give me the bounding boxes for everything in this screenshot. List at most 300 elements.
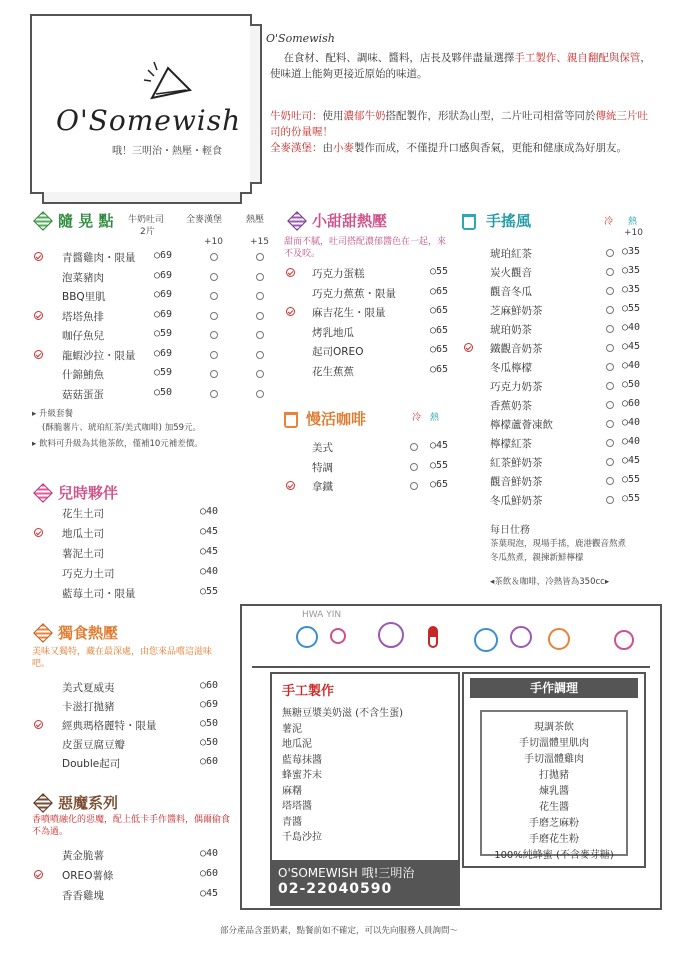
menu-item-name: 烤乳地瓜 (312, 326, 354, 339)
menu-price (154, 387, 172, 398)
menu-price (430, 364, 448, 375)
handmade-title: 手工製作 (282, 684, 335, 699)
suibian-note-2: (酥脆薯片、琥珀紅茶/美式咖啡) 加59元。 (42, 423, 202, 433)
menu-price-value: 40 (206, 848, 219, 859)
menu-price (622, 436, 640, 447)
logo-scroll (30, 14, 252, 194)
daily-line-2: 冬瓜熬煮，親揀新鮮檸檬 (490, 553, 584, 563)
menu-price (430, 344, 448, 355)
menu-price-value: 50 (206, 718, 219, 729)
option-dot-icon (210, 292, 218, 300)
prep-item: 煉乳醬 (539, 786, 569, 797)
price-dot-icon: ○ (200, 680, 207, 691)
option-dot-icon (210, 312, 218, 320)
option-dot-icon (256, 253, 264, 261)
menu-price-value: 69 (160, 289, 173, 300)
menu-price (622, 246, 640, 257)
donut-pink2-icon (614, 630, 634, 650)
price-dot-icon: ○ (430, 440, 437, 451)
intro-brand: O'Somewish (266, 32, 335, 45)
menu-price-value: 65 (436, 344, 449, 355)
menu-price (200, 506, 218, 517)
handmade-item: 無糖豆漿美奶滋 (不含生蛋) (282, 708, 403, 719)
menu-price (200, 566, 218, 577)
menu-price (200, 699, 218, 710)
menu-item-name: 菇菇蛋蛋 (62, 388, 104, 401)
menu-price (154, 367, 172, 378)
menu-item-name: 什錦鮪魚 (62, 369, 104, 381)
recommend-mark-icon (34, 252, 43, 261)
col-head-wholewheat: 全麥漢堡 (186, 215, 223, 225)
option-dot-icon (410, 482, 418, 490)
section-title-dessert: 小甜甜熱壓 (312, 212, 388, 230)
daily-title: 每日仕務 (490, 525, 530, 536)
menu-price-value: 69 (160, 347, 173, 359)
intro-p2-highlight2: 傳統三片吐司的份量喔！ (270, 110, 648, 138)
menu-item-name: 琥珀奶茶 (490, 324, 532, 336)
donut-pink-icon (330, 628, 346, 644)
menu-price (154, 250, 172, 261)
menu-price-value: 40 (628, 322, 641, 333)
candy-purple2-icon (510, 626, 532, 648)
intro-p3-text2: 製作而成，不僅提升口感與香氣，更能和健康成為好朋友。 (354, 142, 627, 154)
menu-item-name: Double起司 (62, 758, 121, 770)
intro-p3-highlight: 小麥 (333, 142, 354, 154)
option-dot-icon (606, 382, 614, 390)
menu-price-value: 55 (436, 266, 449, 277)
menu-item-name: OREO薯條 (62, 870, 114, 882)
suibian-note-1-text: 升級套餐 (38, 409, 73, 419)
sandwich-icon (142, 60, 196, 104)
handmade-item: 地瓜泥 (282, 739, 312, 750)
menu-price (622, 379, 640, 390)
menu-price-value: 35 (628, 246, 641, 257)
brand-tagline: 哦！三明治・熱壓・輕食 (112, 146, 222, 157)
menu-price-value: 35 (628, 265, 641, 276)
col-add-hot-press: +15 (250, 237, 269, 247)
option-dot-icon (606, 401, 614, 409)
price-dot-icon: ○ (200, 888, 207, 899)
menu-item-name: 紅茶鮮奶茶 (490, 457, 543, 469)
menu-price (430, 325, 448, 336)
menu-price-value: 59 (160, 328, 173, 339)
menu-item-name: 鐵觀音奶茶 (490, 343, 543, 355)
menu-price (622, 284, 640, 295)
menu-item-name: 香香雞塊 (62, 890, 104, 902)
price-dot-icon: ○ (200, 526, 207, 537)
price-dot-icon: ○ (622, 379, 629, 390)
prep-item: 花生醬 (539, 802, 569, 813)
recommend-mark-icon (34, 311, 43, 320)
option-dot-icon (606, 325, 614, 333)
menu-price-value: 40 (628, 436, 641, 447)
menu-price-value: 55 (436, 459, 449, 471)
handmade-item: 千島沙拉 (282, 832, 322, 843)
handmade-item: 青醬 (282, 816, 302, 828)
intro-p2-highlight: 濃郁牛奶 (343, 110, 386, 122)
menu-price (622, 493, 640, 504)
menu-price-value: 35 (628, 284, 641, 295)
price-dot-icon: ○ (200, 566, 207, 577)
menu-price (622, 265, 640, 276)
prep-title: 手作調理 (470, 678, 638, 698)
menu-price-value: 55 (628, 303, 641, 314)
section-sub-special: 美味又獨特，藏在最深處，由您來品嚐這滋味吧。 (32, 647, 213, 669)
menu-price-value: 65 (436, 363, 449, 375)
price-dot-icon: ○ (200, 718, 207, 729)
intro-p3-text: 由 (322, 142, 333, 154)
option-dot-icon (606, 496, 614, 504)
price-dot-icon: ○ (200, 848, 207, 859)
recommend-mark-icon (34, 528, 43, 537)
price-dot-icon: ○ (154, 250, 161, 261)
section-icon-kids (33, 483, 53, 503)
menu-price-value: 55 (628, 493, 641, 504)
handmade-item: 藍莓抹醬 (282, 754, 322, 766)
menu-price-value: 65 (436, 285, 449, 297)
menu-price (200, 868, 218, 879)
menu-item-name: 拿鐵 (312, 481, 333, 493)
menu-price (154, 328, 172, 339)
price-dot-icon: ○ (200, 546, 207, 557)
price-dot-icon: ○ (622, 474, 629, 485)
price-dot-icon: ○ (622, 398, 629, 409)
price-dot-icon: ○ (622, 493, 629, 504)
menu-price-value: 69 (160, 250, 173, 261)
coffee-col-hot: 熱 (430, 413, 440, 423)
option-dot-icon (256, 273, 264, 281)
option-dot-icon (410, 443, 418, 451)
price-dot-icon: ○ (430, 324, 437, 336)
intro-p2-text: 使用 (322, 110, 344, 122)
price-dot-icon: ○ (154, 308, 161, 320)
menu-item-name: 花生蕉蕉 (312, 365, 354, 378)
menu-price (200, 526, 218, 537)
menu-price-value: 69 (206, 699, 219, 710)
menu-price (200, 888, 218, 899)
menu-price (200, 756, 218, 767)
menu-price (622, 474, 640, 485)
option-dot-icon (606, 268, 614, 276)
recommend-mark-icon (34, 720, 43, 729)
menu-item-name: 咖仔魚兒 (62, 330, 104, 342)
option-dot-icon (606, 420, 614, 428)
price-dot-icon: ○ (622, 360, 629, 371)
scroll-edge-right (250, 24, 262, 184)
option-dot-icon (256, 390, 264, 398)
menu-item-name: 觀音鮮奶茶 (490, 476, 543, 488)
menu-item-name: 黃金脆薯 (62, 850, 104, 862)
menu-item-name: 美式 (312, 442, 333, 454)
option-dot-icon (606, 287, 614, 295)
menu-price-value: 69 (160, 308, 173, 320)
option-dot-icon (606, 439, 614, 447)
intro-p1-text: 在食材、配料、調味、醬料，店長及夥伴盡量選擇 (283, 52, 515, 64)
prep-item: 手切溫體雞肉 (524, 754, 584, 765)
store-name: O'SOMEWISH 哦!三明治 (278, 866, 415, 880)
option-dot-icon (606, 306, 614, 314)
price-dot-icon: ○ (154, 269, 161, 281)
menu-price-value: 65 (436, 324, 449, 336)
intro-p2-label: 牛奶吐司： (270, 110, 323, 122)
suibian-note-3-text: 飲料可升級為其他茶飲，僅補10元補差價。 (38, 439, 203, 449)
price-dot-icon: ○ (622, 436, 629, 447)
price-dot-icon: ○ (430, 344, 437, 355)
menu-price (622, 341, 640, 352)
option-dot-icon (256, 312, 264, 320)
store-signboard (270, 860, 460, 906)
menu-price-value: 45 (206, 546, 219, 557)
price-dot-icon: ○ (154, 289, 161, 300)
intro-paragraph-2 (270, 108, 654, 140)
handmade-board (270, 672, 460, 892)
prep-item: 現調茶飲 (534, 722, 574, 733)
handmade-item: 麻糬 (282, 785, 302, 797)
recommend-mark-icon (34, 870, 43, 879)
menu-price (154, 348, 172, 359)
option-dot-icon (606, 249, 614, 257)
shop-awning (252, 610, 650, 668)
menu-item-name: 起司OREO (312, 346, 364, 358)
intro-p1-highlight: 手工製作、親自翻配與保管 (514, 52, 641, 64)
menu-price (622, 398, 640, 409)
menu-price-value: 55 (206, 586, 219, 597)
price-dot-icon: ○ (154, 347, 161, 359)
intro-paragraph-1 (270, 50, 654, 82)
menu-item-name: 巧克力蕉蕉・限量 (312, 287, 396, 300)
menu-price (430, 460, 448, 471)
menu-item-name: 特調 (312, 461, 333, 474)
coffee-cup-icon (284, 412, 298, 428)
prep-item: 手切溫體里肌肉 (519, 738, 589, 749)
option-dot-icon (210, 390, 218, 398)
price-dot-icon: ○ (622, 265, 629, 276)
menu-price-value: 40 (628, 417, 641, 428)
section-title-kids: 兒時夥伴 (58, 484, 119, 502)
menu-price-value: 50 (206, 737, 219, 748)
menu-item-name: 地瓜土司 (62, 528, 104, 540)
drink-cup-icon (462, 214, 476, 230)
section-sub-devil: 香噴噴融化的惡魔，配上低卡手作醬料，偶爾偷食不為過。 (32, 815, 231, 837)
price-dot-icon: ○ (622, 246, 629, 257)
price-dot-icon: ○ (200, 756, 207, 767)
menu-price-value: 59 (160, 367, 173, 378)
menu-item-name: 龍蝦沙拉・限量 (62, 349, 136, 362)
menu-price (200, 718, 218, 729)
option-dot-icon (256, 292, 264, 300)
price-dot-icon: ○ (622, 322, 629, 333)
price-dot-icon: ○ (622, 417, 629, 428)
price-dot-icon: ○ (200, 586, 207, 597)
price-dot-icon: ○ (430, 305, 437, 316)
menu-item-name: 皮蛋豆腐豆瓣 (62, 739, 125, 751)
menu-item-name: 冬瓜鮮奶茶 (490, 495, 543, 507)
section-icon-devil (33, 793, 53, 813)
option-dot-icon (606, 363, 614, 371)
price-dot-icon: ○ (622, 455, 629, 466)
menu-price-value: 45 (628, 341, 641, 352)
option-dot-icon (210, 273, 218, 281)
drinks-hot-add: +10 (624, 228, 643, 238)
store-phone: 02-22040590 (278, 881, 393, 897)
price-dot-icon: ○ (154, 386, 161, 398)
menu-item-name: 芝麻鮮奶茶 (490, 305, 543, 317)
menu-price (622, 360, 640, 371)
menu-price-value: 55 (628, 474, 641, 485)
price-dot-icon: ○ (200, 737, 207, 748)
option-dot-icon (256, 370, 264, 378)
menu-item-name: 花生土司 (62, 508, 104, 520)
menu-price-value: 45 (436, 440, 449, 451)
recommend-mark-icon (34, 350, 43, 359)
price-dot-icon: ○ (622, 303, 629, 314)
section-icon-dessert (287, 211, 307, 231)
menu-price-value: 50 (628, 379, 641, 390)
menu-price-value: 60 (206, 868, 219, 879)
intro-p1-end: ，使味道上能夠更接近原始的味道。 (270, 52, 651, 80)
price-dot-icon: ○ (430, 266, 437, 277)
menu-price (622, 417, 640, 428)
pill-icon (428, 626, 438, 648)
price-dot-icon: ○ (200, 699, 207, 710)
intro-p2-text2: 搭配製作，形狀為山型，二片吐司相當等同於 (385, 110, 596, 122)
menu-price-value: 60 (206, 680, 219, 691)
menu-price-value: 45 (628, 455, 641, 466)
menu-item-name: 美式夏威夷 (62, 682, 115, 694)
section-sub-dessert: 甜而不膩，吐司搭配濃郁醬色在一起，來不及咬。 (284, 237, 447, 259)
prep-item: 手磨芝麻粉 (529, 818, 579, 829)
menu-price (622, 303, 640, 314)
option-dot-icon (256, 331, 264, 339)
section-title-special: 獨食熱壓 (58, 624, 119, 642)
prep-item: 手磨花生粉 (529, 834, 579, 845)
menu-price (430, 305, 448, 316)
menu-item-name: 巧克力土司 (62, 568, 115, 580)
option-dot-icon (606, 344, 614, 352)
option-dot-icon (210, 370, 218, 378)
price-dot-icon: ○ (622, 284, 629, 295)
prep-board (462, 672, 646, 868)
menu-price-value: 50 (160, 386, 173, 398)
menu-price (430, 479, 448, 490)
price-dot-icon: ○ (430, 285, 437, 297)
menu-price-value: 69 (160, 269, 173, 281)
menu-price (430, 286, 448, 297)
intro-paragraph-3 (270, 140, 654, 156)
price-dot-icon: ○ (430, 479, 437, 490)
section-title-devil: 惡魔系列 (58, 794, 119, 812)
suibian-note-3: ▸ 飲料可升級為其他茶飲，僅補10元補差價。 (32, 439, 203, 449)
brand-logo: O'Somewish (56, 104, 242, 137)
menu-price (200, 737, 218, 748)
section-title-coffee: 慢活咖啡 (306, 410, 367, 428)
option-dot-icon (256, 351, 264, 359)
footer-note: 部分產品含蛋奶素，點餐前如不確定，可以先向服務人員詢問～ (219, 926, 458, 936)
price-dot-icon: ○ (200, 868, 207, 879)
menu-item-name: BBQ里肌 (62, 291, 106, 303)
shop-illustration (240, 604, 662, 910)
option-dot-icon (410, 463, 418, 471)
menu-price-value: 40 (206, 566, 219, 577)
prep-item: 100%純蜂蜜 (不含麥芽糖) (494, 850, 614, 861)
recommend-mark-icon (464, 343, 473, 352)
menu-price-value: 60 (206, 756, 219, 767)
menu-price-value: 65 (436, 305, 449, 316)
menu-item-name: 麻吉花生・限量 (312, 307, 386, 319)
shop-sign: HWA YIN (298, 610, 345, 620)
section-icon-special (33, 623, 53, 643)
menu-price (430, 266, 448, 277)
menu-item-name: 檸檬蘆薈凍飲 (490, 419, 553, 431)
price-dot-icon: ○ (430, 363, 437, 375)
menu-price (200, 680, 218, 691)
price-dot-icon: ○ (430, 459, 437, 471)
menu-item-name: 檸檬紅茶 (490, 438, 532, 450)
coffee-col-cold: 冷 (412, 413, 422, 423)
option-dot-icon (606, 458, 614, 466)
menu-item-name: 經典瑪格麗特・限量 (62, 720, 157, 732)
menu-item-name: 藍莓土司・限量 (62, 588, 136, 600)
section-icon-suibian (33, 211, 53, 231)
menu-item-name: 泡菜豬肉 (62, 271, 104, 284)
menu-item-name: 巧克力奶茶 (490, 381, 543, 393)
menu-price-value: 40 (628, 360, 641, 371)
recommend-mark-icon (286, 307, 295, 316)
menu-price-value: 65 (436, 479, 449, 490)
menu-price (430, 440, 448, 451)
section-title-suibian: 隨 晃 點 (58, 212, 114, 230)
menu-price (154, 309, 172, 320)
candy-purple-icon (378, 622, 404, 648)
daily-note: ◂茶飲＆咖啡，冷熱皆為350cc▸ (490, 577, 610, 587)
suibian-note-1: ▸ 升級套餐 (32, 409, 73, 419)
menu-item-name: 薯泥土司 (62, 548, 104, 560)
menu-price-value: 40 (206, 506, 219, 517)
option-dot-icon (606, 477, 614, 485)
menu-price-value: 60 (628, 398, 641, 409)
menu-item-name: 冬瓜檸檬 (490, 362, 532, 374)
menu-item-name: 炭火觀音 (490, 267, 532, 279)
handmade-item: 蜂蜜芥末 (282, 770, 322, 781)
menu-price (622, 455, 640, 466)
scroll-edge-bottom (42, 192, 242, 204)
price-dot-icon: ○ (154, 367, 161, 378)
price-dot-icon: ○ (622, 341, 629, 352)
donut-blue2-icon (474, 628, 498, 652)
candy-orange-icon (548, 628, 570, 650)
menu-price (200, 546, 218, 557)
intro-p3-label: 全麥漢堡： (270, 142, 323, 154)
section-title-drinks: 手搖風 (486, 212, 532, 230)
menu-item-name: 巧克力蛋糕 (312, 268, 365, 280)
daily-line-1: 茶葉現泡，現場手搖，鹿港觀音熬煮 (490, 539, 627, 549)
menu-price (200, 586, 218, 597)
recommend-mark-icon (286, 268, 295, 277)
handmade-item: 塔塔醬 (282, 801, 312, 812)
handmade-item: 薯泥 (282, 723, 302, 735)
menu-price (622, 322, 640, 333)
col-head-hot-press: 熱壓 (246, 215, 265, 225)
menu-item-name: 塔塔魚排 (62, 310, 104, 323)
drinks-col-hot: 熱 (628, 217, 638, 227)
menu-price (154, 289, 172, 300)
menu-price (200, 848, 218, 859)
recommend-mark-icon (286, 481, 295, 490)
option-dot-icon (210, 331, 218, 339)
menu-item-name: 琥珀紅茶 (490, 248, 532, 260)
col-head-milk-toast: 牛奶吐司 (128, 215, 165, 225)
option-dot-icon (210, 253, 218, 261)
